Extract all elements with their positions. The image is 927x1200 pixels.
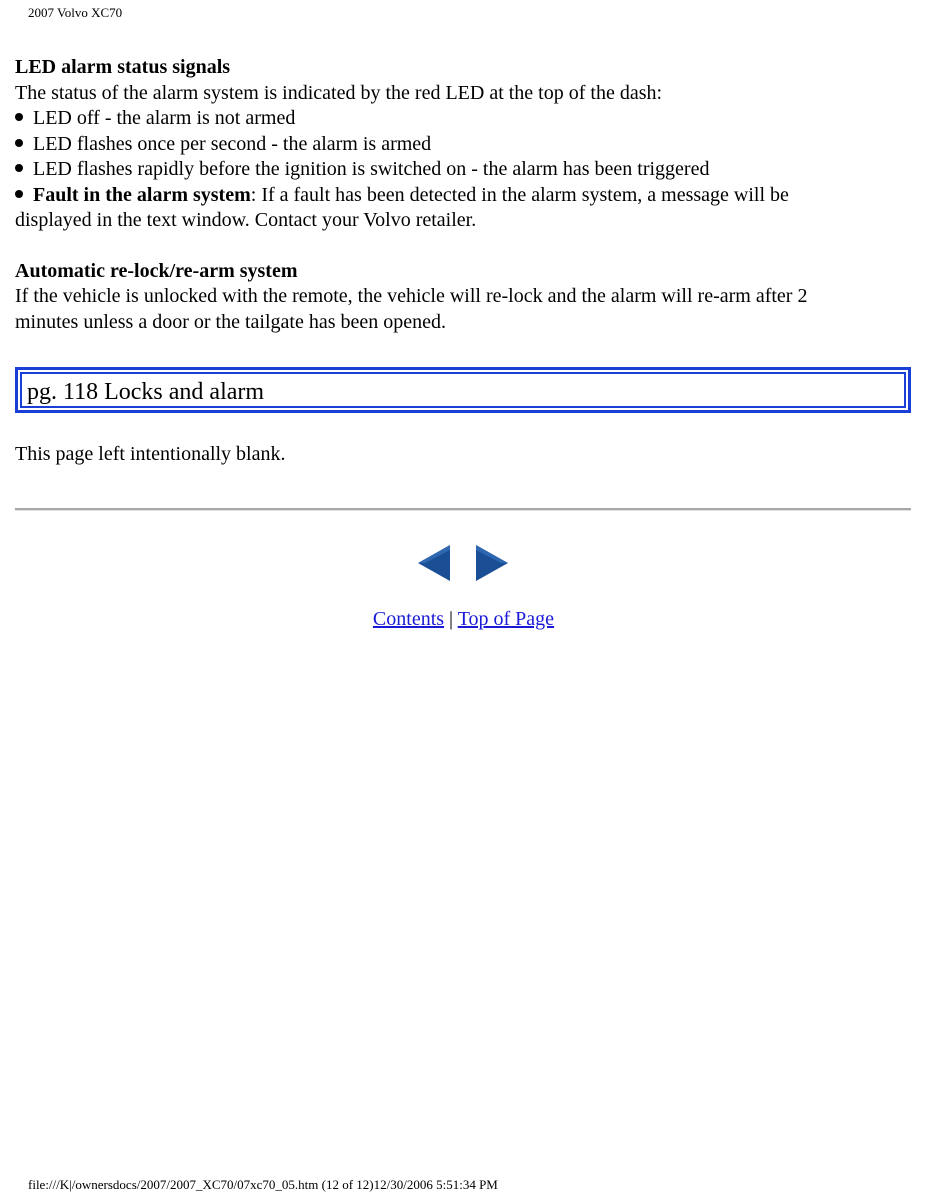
right-arrow-icon	[474, 543, 510, 583]
link-separator: |	[449, 608, 454, 630]
top-of-page-link[interactable]: Top of Page	[457, 608, 555, 630]
list-item	[15, 132, 905, 158]
led-section-heading: LED alarm status signals	[15, 56, 231, 78]
footer-links	[0, 607, 927, 632]
relock-text-line-2: minutes unless a door or the tailgate has been opened.	[15, 310, 446, 333]
page-marker: pg. 118 Locks and alarm	[20, 372, 906, 408]
section-spacer	[15, 234, 905, 259]
main-content	[15, 55, 905, 335]
page-marker-box	[15, 367, 911, 413]
bullet-icon	[15, 190, 23, 198]
blank-page-note: This page left intentionally blank.	[15, 443, 286, 465]
list-item	[15, 157, 905, 183]
list-item	[15, 106, 905, 132]
list-item-text: LED flashes once per second - the alarm is armed	[33, 132, 432, 155]
bullet-icon	[15, 164, 23, 172]
list-item-text: LED off - the alarm is not armed	[33, 107, 296, 129]
print-footer: file:///K|/ownersdocs/2007/2007_XC70/07xc70_05.htm (12 of 12)12/30/2006 5:51:34 PM	[28, 1177, 498, 1192]
fault-text: : If a fault has been detected in the alarm system, a message will be	[250, 183, 789, 206]
next-page-button[interactable]	[474, 543, 510, 583]
horizontal-divider	[15, 508, 911, 511]
list-item-text: LED flashes rapidly before the ignition is switched on - the alarm has been triggered	[33, 158, 710, 180]
print-header: 2007 Volvo XC70	[28, 5, 123, 20]
led-section-intro: The status of the alarm system is indicated by the red LED at the top of the dash:	[15, 81, 663, 104]
left-arrow-icon	[416, 543, 452, 583]
bullet-icon	[15, 139, 23, 147]
fault-list-item	[15, 183, 905, 209]
fault-text-continued: displayed in the text window. Contact your Volvo retailer.	[15, 209, 477, 231]
previous-page-button[interactable]	[416, 543, 452, 583]
bullet-icon	[15, 113, 23, 121]
relock-text-line-1: If the vehicle is unlocked with the remote, the vehicle will re-lock and the alarm will re-arm after 2	[15, 285, 808, 307]
contents-link[interactable]: Contents	[372, 608, 445, 630]
relock-section-heading: Automatic re-lock/re-arm system	[15, 259, 298, 282]
fault-label: Fault in the alarm system	[33, 183, 251, 206]
page-navigation	[416, 543, 512, 583]
